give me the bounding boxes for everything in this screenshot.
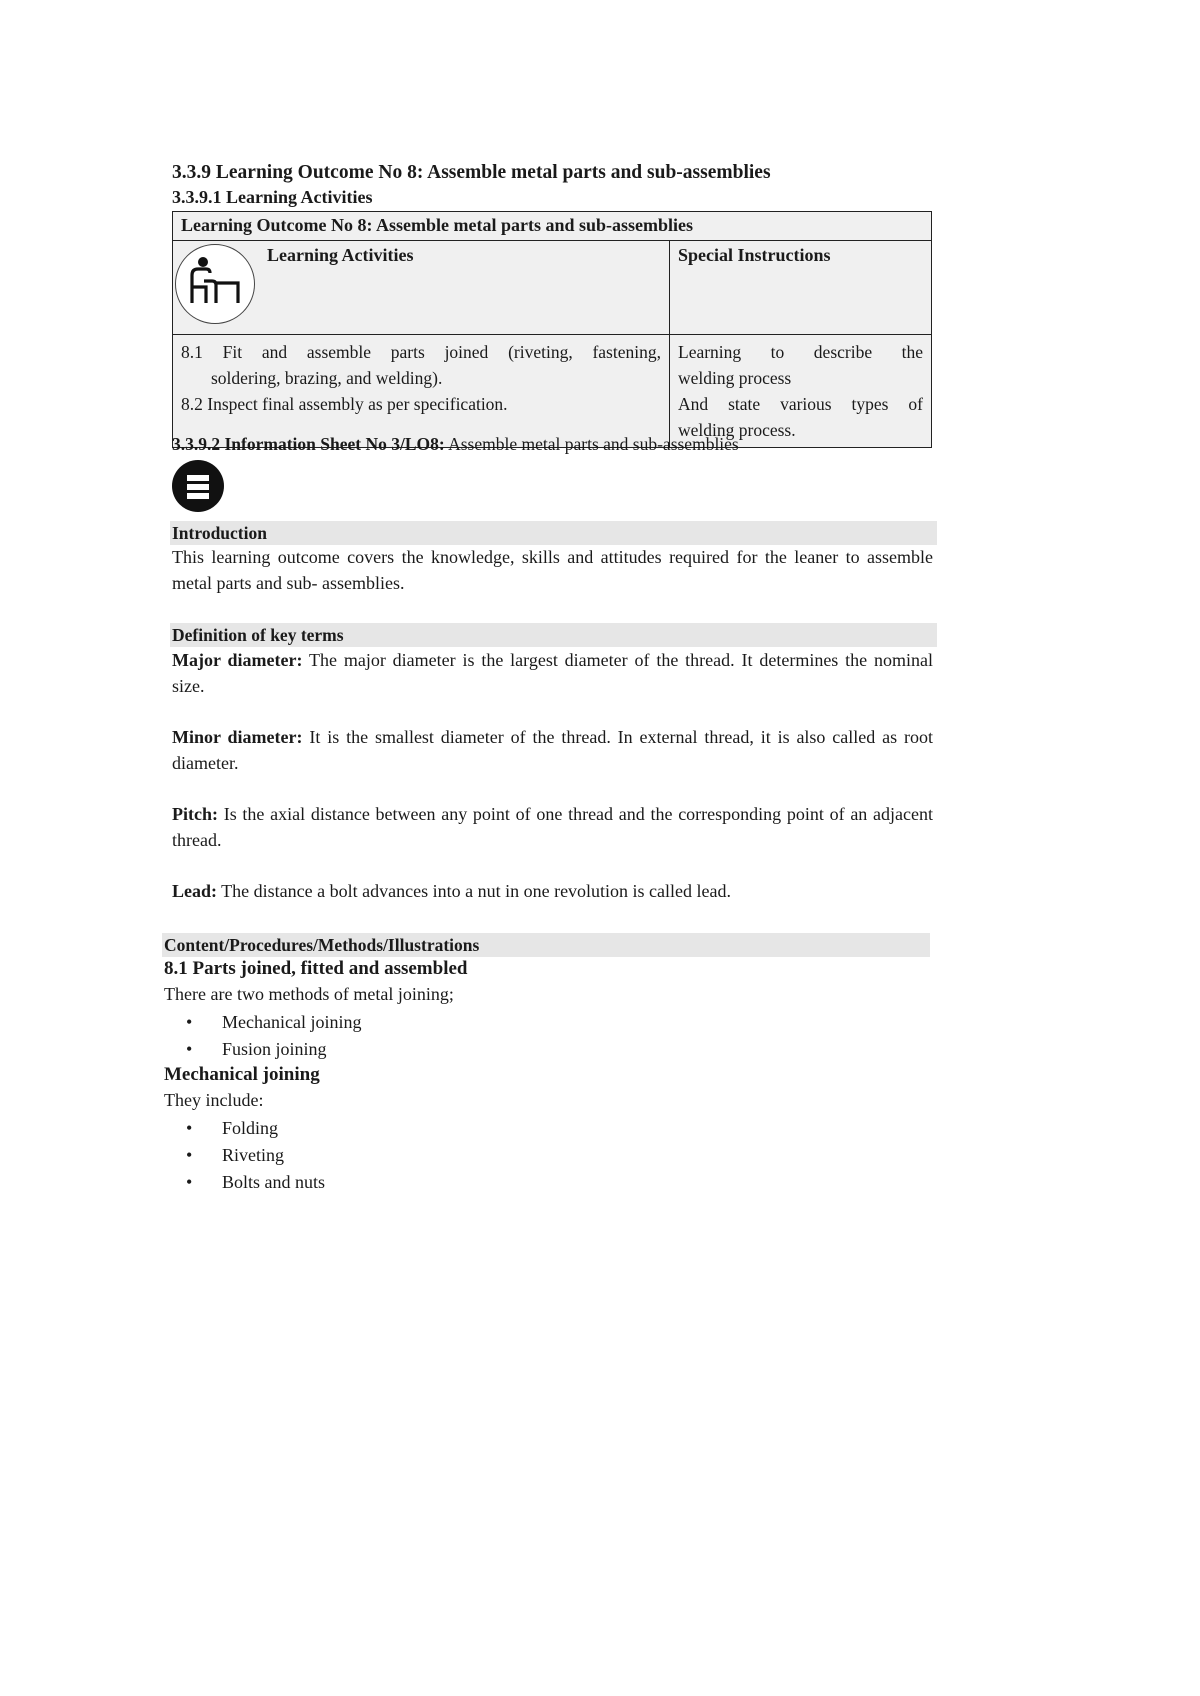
introduction-text: This learning outcome covers the knowledge, skills and attitudes required for the leaner to assemble metal parts and sub- assemblies. [172, 547, 933, 593]
content-band-title: Content/Procedures/Methods/Illustrations [162, 933, 930, 957]
content-section-title: 8.1 Parts joined, fitted and assembled [164, 958, 468, 979]
definition-term: Minor diameter: [172, 727, 303, 747]
content-intro: There are two methods of metal joining; [164, 984, 454, 1004]
definition-term: Pitch: [172, 804, 218, 824]
activity-line: 8.2 Inspect final assembly as per specification. [181, 394, 508, 414]
list-item: • Bolts and nuts [164, 1169, 325, 1196]
section-heading: 3.3.9 Learning Outcome No 8: Assemble metal parts and sub-assemblies [172, 162, 771, 183]
activities-cell [173, 335, 670, 448]
activity-line: 8.1 Fit and assemble parts joined (riveting, fastening, [181, 342, 661, 362]
instructions-column-header: Special Instructions [678, 245, 831, 265]
definition-text: Is the axial distance between any point of one thread and the corresponding point of an adjacent thread. [172, 804, 933, 850]
definition-text: The distance a bolt advances into a nut in one revolution is called lead. [217, 881, 732, 901]
list-item: • Fusion joining [164, 1036, 361, 1063]
instruction-line: Learning to describe the [678, 342, 923, 362]
definition-item [172, 724, 933, 776]
introduction-title: Introduction [170, 521, 937, 545]
activities-header-cell [173, 241, 670, 335]
list-item: • Folding [164, 1115, 325, 1142]
mechanical-joining-intro: They include: [164, 1090, 264, 1110]
mechanical-joining-list [164, 1115, 325, 1196]
list-item: • Riveting [164, 1142, 325, 1169]
mechanical-joining-title: Mechanical joining [164, 1064, 320, 1085]
definition-text: It is the smallest diameter of the thread. In external thread, it is also called as root diameter. [172, 727, 933, 773]
definition-term: Lead: [172, 881, 217, 901]
information-sheet-heading [172, 434, 739, 455]
definition-text: The major diameter is the largest diameter of the thread. It determines the nominal size. [172, 650, 933, 696]
instruction-line: And state various types of [678, 394, 923, 414]
instruction-line: welding process [678, 368, 792, 388]
definition-item [172, 647, 933, 699]
information-sheet-icon [171, 459, 225, 513]
joining-methods-list [164, 1009, 361, 1063]
table-title: Learning Outcome No 8: Assemble metal parts and sub-assemblies [173, 212, 932, 241]
learning-outcome-table [172, 211, 932, 448]
definition-item [172, 878, 933, 904]
instruction-line: welding process. [678, 420, 796, 440]
learner-at-desk-icon [175, 244, 255, 324]
definition-item [172, 801, 933, 853]
list-item: • Mechanical joining [164, 1009, 361, 1036]
definitions-title: Definition of key terms [170, 623, 937, 647]
definition-term: Major diameter: [172, 650, 303, 670]
activity-line: soldering, brazing, and welding). [211, 368, 443, 388]
instructions-cell [670, 335, 932, 448]
info-sheet-text: Assemble metal parts and sub-assemblies [444, 434, 739, 454]
activities-column-header: Learning Activities [267, 245, 414, 265]
info-sheet-label: 3.3.9.2 Information Sheet No 3/LO8: [172, 434, 445, 454]
subsection-heading: 3.3.9.1 Learning Activities [172, 187, 373, 207]
instructions-header-cell [670, 241, 932, 335]
